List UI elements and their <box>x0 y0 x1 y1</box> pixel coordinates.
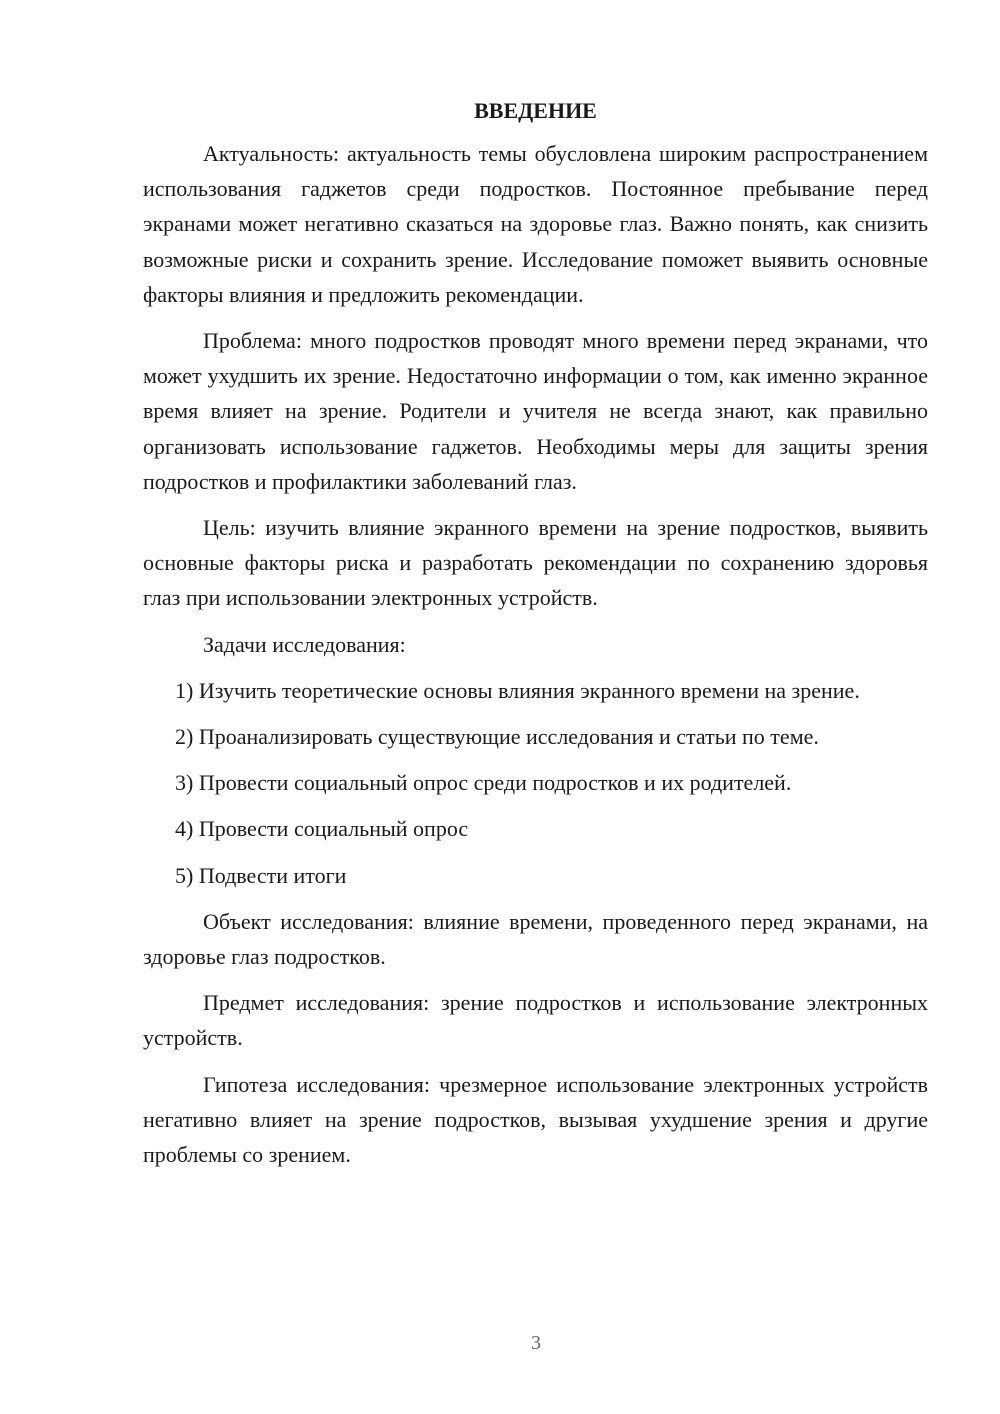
task-item: 5) Подвести итоги <box>175 862 347 888</box>
task-item: 3) Провести социальный опрос среди подростков и их родителей. <box>175 770 792 796</box>
task-item: 2) Проанализировать существующие исследования и статьи по теме. <box>175 724 819 750</box>
tasks-heading: Задачи исследования: <box>203 631 406 657</box>
goal-paragraph: Цель: изучить влияние экранного времени на зрение подростков, выявить основные факторы риска и разработать рекомендации по сохранению здоровья глаз при использовании электронных устройств. <box>143 515 928 611</box>
page-title: ВВЕДЕНИЕ <box>474 98 597 123</box>
research-object-paragraph: Объект исследования: влияние времени, проведенного перед экранами, на здоровье глаз подростков. <box>143 908 928 970</box>
relevance-paragraph: Актуальность: актуальность темы обусловлена широким распространением использования гаджетов среди подростков. Постоянное пребывание перед экранами может негативно сказаться на здоровье глаз. Важно понять, как снизить возможные риски и сохранить зрение. Исследование поможет выявить основные факторы влияния и предложить рекомендации. <box>143 141 928 307</box>
task-item: 1) Изучить теоретические основы влияния экранного времени на зрение. <box>175 677 860 703</box>
problem-paragraph: Проблема: много подростков проводят много времени перед экранами, что может ухудшить их зрение. Недостаточно информации о том, как именно экранное время влияет на зрение. Родители и учителя не всегда знают, как правильно организовать использование гаджетов. Необходимы меры для защиты зрения подростков и профилактики заболеваний глаз. <box>143 328 928 494</box>
document-body <box>143 96 928 1183</box>
task-item: 4) Провести социальный опрос <box>175 816 469 842</box>
research-subject-paragraph: Предмет исследования: зрение подростков и использование электронных устройств. <box>143 990 928 1051</box>
page-number: 3 <box>531 1332 541 1354</box>
hypothesis-paragraph: Гипотеза исследования: чрезмерное использование электронных устройств негативно влияет на зрение подростков, вызывая ухудшение зрения и другие проблемы со зрением. <box>143 1071 928 1168</box>
